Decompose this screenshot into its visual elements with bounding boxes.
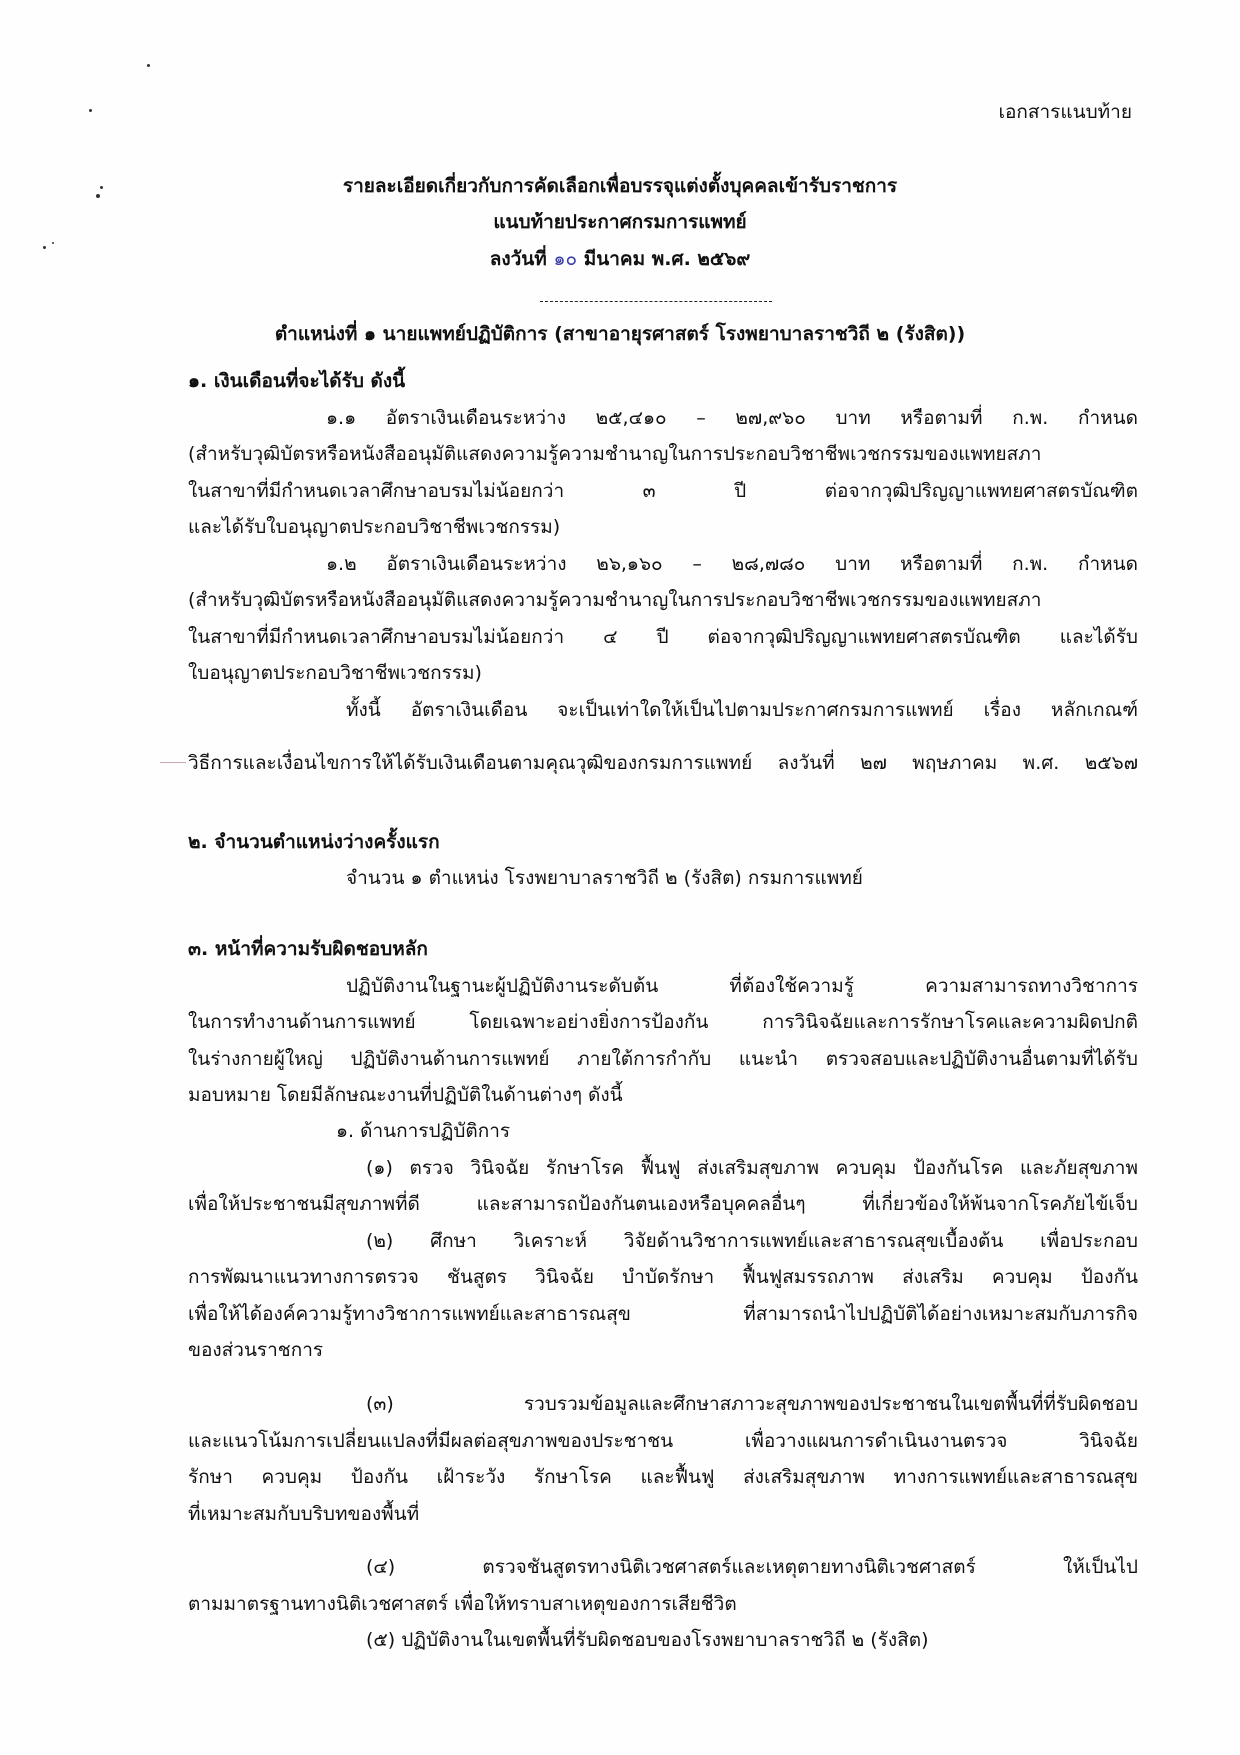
paragraph-line: ของส่วนราชการ	[188, 1339, 324, 1361]
duty-item-5: (๕) ปฏิบัติงานในเขตพื้นที่รับผิดชอบของโรงพยาบาลราชวิถี ๒ (รังสิต)	[366, 1629, 929, 1651]
date-day-handwritten: ๑๐	[553, 248, 578, 270]
duty-item-2: (๒) ศึกษา วิเคราะห์ วิจัยด้านวิชาการแพทย์และสาธารณสุขเบื้องต้น เพื่อประกอบ	[366, 1230, 1138, 1252]
duty-item-1: (๑) ตรวจ วินิจฉัย รักษาโรค ฟื้นฟู ส่งเสริมสุขภาพ ควบคุม ป้องกันโรค และภัยสุขภาพ	[366, 1157, 1138, 1179]
date-prefix: ลงวันที่	[489, 248, 547, 270]
attachment-label: เอกสารแนบท้าย	[998, 101, 1132, 123]
paragraph-line: เพื่อให้ได้องค์ความรู้ทางวิชาการแพทย์และสาธารณสุข ที่สามารถนำไปปฏิบัติได้อย่างเหมาะสมกับภารกิจ	[188, 1303, 1138, 1325]
duty-item-3: (๓) รวบรวมข้อมูลและศึกษาสภาวะสุขภาพของประชาชนในเขตพื้นที่ที่รับผิดชอบ	[366, 1393, 1138, 1415]
paragraph-line: และแนวโน้มการเปลี่ยนแปลงที่มีผลต่อสุขภาพของประชาชน เพื่อวางแผนการดำเนินงานตรวจ วินิจฉัย	[188, 1430, 1138, 1452]
section-heading-duties: ๓. หน้าที่ความรับผิดชอบหลัก	[188, 938, 428, 960]
salary-rate-2: ๑.๒ อัตราเงินเดือนระหว่าง ๒๖,๑๖๐ – ๒๘,๗๘๐ บาท หรือตามที่ ก.พ. กำหนด	[326, 553, 1138, 575]
paragraph-line: ใบอนุญาตประกอบวิชาชีพเวชกรรม)	[188, 662, 482, 684]
scan-speck	[147, 64, 150, 67]
paragraph-line: ที่เหมาะสมกับบริบทของพื้นที่	[188, 1503, 420, 1525]
date-month-year: มีนาคม พ.ศ. ๒๕๖๙	[583, 248, 751, 270]
paragraph-line: ในสาขาที่มีกำหนดเวลาศึกษาอบรมไม่น้อยกว่า ๓ ปี ต่อจากวุฒิปริญญาแพทยศาสตรบัณฑิต	[188, 480, 1138, 502]
document-subtitle: แนบท้ายประกาศกรมการแพทย์	[493, 211, 747, 233]
paragraph-line: ปฏิบัติงานในฐานะผู้ปฏิบัติงานระดับต้น ที่ต้องใช้ความรู้ ความสามารถทางวิชาการ	[346, 975, 1138, 997]
document-date	[0, 245, 1240, 273]
paragraph-line: การพัฒนาแนวทางการตรวจ ชันสูตร วินิจฉัย บำบัดรักษา ฟื้นฟูสมรรถภาพ ส่งเสริม ควบคุม ป้องกัน	[188, 1266, 1138, 1288]
paragraph-line: ตามมาตรฐานทางนิติเวชศาสตร์ เพื่อให้ทราบสาเหตุของการเสียชีวิต	[188, 1593, 737, 1615]
paragraph-line: เพื่อให้ประชาชนมีสุขภาพที่ดี และสามารถป้องกันตนเองหรือบุคคลอื่นๆ ที่เกี่ยวข้องให้พ้นจากโรคภัยไข้เจ็บ	[188, 1193, 1138, 1215]
paragraph-line: ในการทำงานด้านการแพทย์ โดยเฉพาะอย่างยิ่งการป้องกัน การวินิจฉัยและการรักษาโรคและความผิดปกติ	[188, 1011, 1138, 1033]
section-heading-vacancies: ๒. จำนวนตำแหน่งว่างครั้งแรก	[188, 831, 440, 853]
margin-pen-mark	[160, 762, 186, 763]
separator-line	[540, 301, 772, 302]
paragraph-line: และได้รับใบอนุญาตประกอบวิชาชีพเวชกรรม)	[188, 516, 561, 538]
salary-rate-1: ๑.๑ อัตราเงินเดือนระหว่าง ๒๕,๔๑๐ – ๒๗,๙๖๐ บาท หรือตามที่ ก.พ. กำหนด	[326, 407, 1138, 429]
duty-item-4: (๔) ตรวจชันสูตรทางนิติเวชศาสตร์และเหตุตายทางนิติเวชศาสตร์ ให้เป็นไป	[366, 1556, 1138, 1578]
paragraph-line: รักษา ควบคุม ป้องกัน เฝ้าระวัง รักษาโรค และฟื้นฟู ส่งเสริมสุขภาพ ทางการแพทย์และสาธารณสุข	[188, 1466, 1138, 1488]
paragraph-line: (สำหรับวุฒิบัตรหรือหนังสืออนุมัติแสดงความรู้ความชำนาญในการประกอบวิชาชีพเวชกรรมของแพทยสภา	[188, 443, 1042, 465]
vacancy-count: จำนวน ๑ ตำแหน่ง โรงพยาบาลราชวิถี ๒ (รังสิต) กรมการแพทย์	[346, 867, 863, 889]
paragraph-line: วิธีการและเงื่อนไขการให้ได้รับเงินเดือนตามคุณวุฒิของกรมการแพทย์ ลงวันที่ ๒๗ พฤษภาคม พ.ศ. ๒๕๖๗	[188, 752, 1138, 774]
paragraph-line: ในสาขาที่มีกำหนดเวลาศึกษาอบรมไม่น้อยกว่า ๔ ปี ต่อจากวุฒิปริญญาแพทยศาสตรบัณฑิต และได้รับ	[188, 626, 1138, 648]
section-heading-salary: ๑. เงินเดือนที่จะได้รับ ดังนี้	[188, 370, 406, 392]
paragraph-line: (สำหรับวุฒิบัตรหรือหนังสืออนุมัติแสดงความรู้ความชำนาญในการประกอบวิชาชีพเวชกรรมของแพทยสภา	[188, 589, 1042, 611]
scan-speck	[52, 242, 54, 244]
paragraph-line: ในร่างกายผู้ใหญ่ ปฏิบัติงานด้านการแพทย์ ภายใต้การกำกับ แนะนำ ตรวจสอบและปฏิบัติงานอื่นตามที่ได้รับ	[188, 1048, 1138, 1070]
document-title: รายละเอียดเกี่ยวกับการคัดเลือกเพื่อบรรจุแต่งตั้งบุคคลเข้ารับราชการ	[342, 175, 898, 197]
subsection-heading-operations: ๑. ด้านการปฏิบัติการ	[336, 1120, 511, 1142]
paragraph-line: ทั้งนี้ อัตราเงินเดือน จะเป็นเท่าใดให้เป็นไปตามประกาศกรมการแพทย์ เรื่อง หลักเกณฑ์	[346, 699, 1138, 721]
scan-speck	[89, 109, 92, 112]
position-title: ตำแหน่งที่ ๑ นายแพทย์ปฏิบัติการ (สาขาอายุรศาสตร์ โรงพยาบาลราชวิถี ๒ (รังสิต))	[274, 323, 966, 345]
paragraph-line: มอบหมาย โดยมีลักษณะงานที่ปฏิบัติในด้านต่างๆ ดังนี้	[188, 1084, 623, 1106]
